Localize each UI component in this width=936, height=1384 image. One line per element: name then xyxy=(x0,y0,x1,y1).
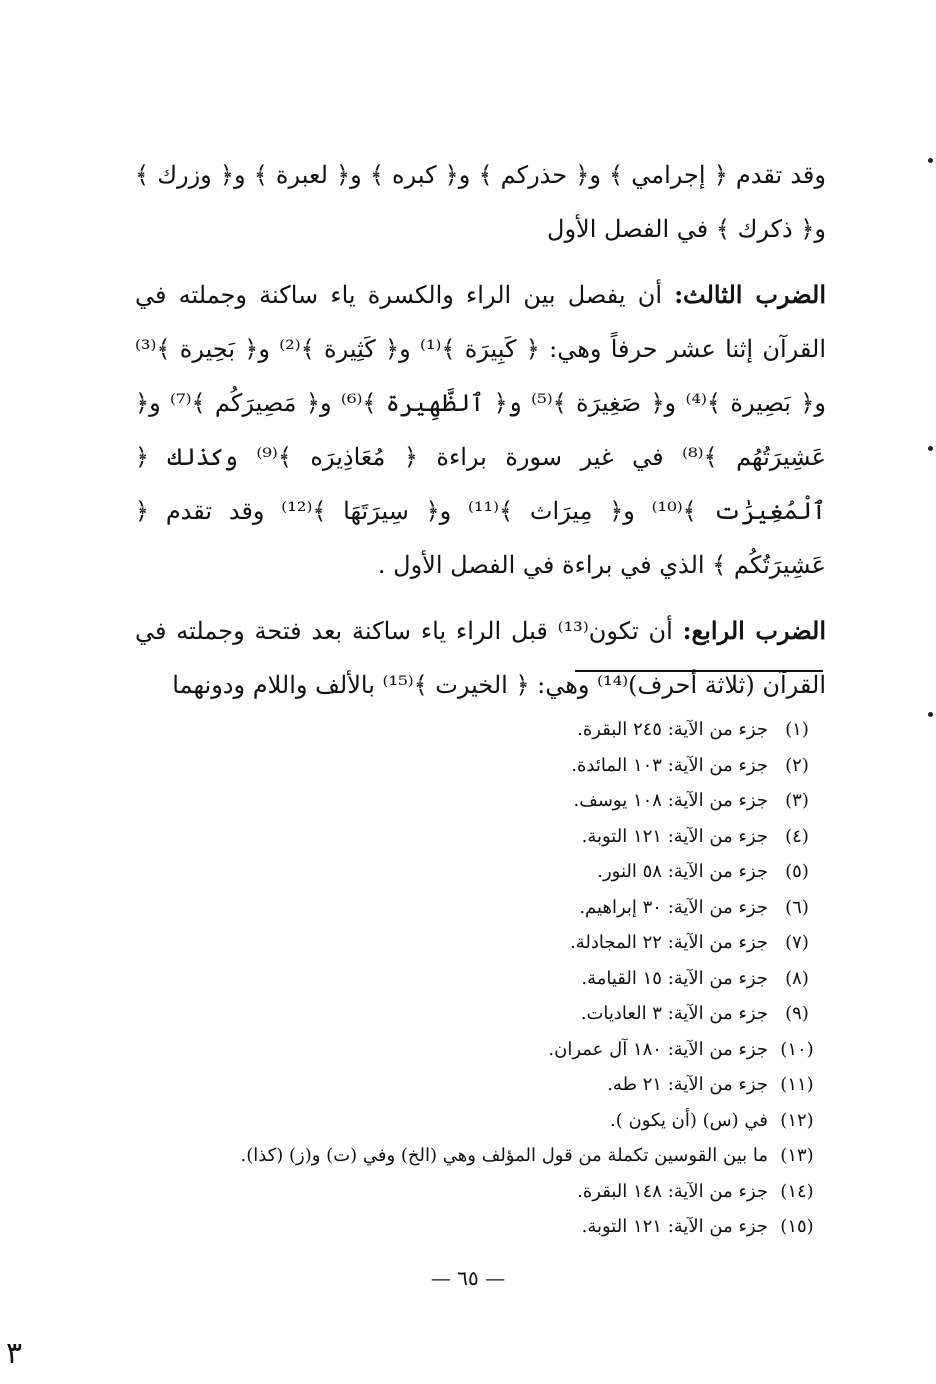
footnote-item xyxy=(140,748,818,784)
footnote-item xyxy=(140,854,818,890)
paragraph-fourth-type xyxy=(135,604,826,712)
paragraph-body: أن تكون⁽¹³⁾ قبل الراء ياء ساكنة بعد فتحة وجملته في القرآن (ثلاثة أحرف)⁽¹⁴⁾ وهي: ﴿ الخيرت ﴾⁽¹⁵⁾ بالألف واللام ودونهما xyxy=(135,617,826,699)
footnote-text: جزء من الآية: ٢٤٥ البقرة. xyxy=(577,719,768,740)
footnotes-list xyxy=(140,712,818,1245)
footnote-text: ما بين القوسين تكملة من قول المؤلف وهي (الخ) وفي (ت) و(ز) (كذا). xyxy=(240,1145,768,1166)
footnote-item xyxy=(140,1174,818,1210)
paragraph-previous-mentions xyxy=(135,148,826,256)
footnote-item xyxy=(140,1138,818,1174)
footnote-item xyxy=(140,783,818,819)
footnote-item xyxy=(140,1103,818,1139)
footnote-item xyxy=(140,1209,818,1245)
footnote-text: جزء من الآية: ٢٢ المجادلة. xyxy=(570,932,768,953)
footnote-text: جزء من الآية: ١٨٠ آل عمران. xyxy=(548,1038,768,1060)
footnote-number: (٨) xyxy=(785,967,809,989)
footnote-text: جزء من الآية: ١٤٨ البقرة. xyxy=(577,1180,768,1202)
footnote-number: (١١) xyxy=(780,1074,814,1095)
footnote-text: جزء من الآية: ٢١ طه. xyxy=(607,1074,768,1095)
footnote-number: (٣) xyxy=(785,790,809,811)
footnote-item xyxy=(140,819,818,855)
scan-edge-dot xyxy=(928,158,933,163)
page-number: — ٦٥ — xyxy=(430,1266,506,1290)
footnote-item xyxy=(140,996,818,1032)
footnote-item xyxy=(140,890,818,926)
main-text xyxy=(135,148,826,724)
footnote-text: جزء من الآية: ١٥ القيامة. xyxy=(581,967,768,989)
footnote-divider xyxy=(575,670,823,672)
corner-handwritten-mark: ٣ xyxy=(6,1336,23,1371)
footnote-number: (٩) xyxy=(785,1003,809,1024)
footnote-text: جزء من الآية: ١٠٨ يوسف. xyxy=(573,790,768,811)
paragraph-third-type xyxy=(135,268,826,592)
paragraph-heading: الضرب الثالث: xyxy=(674,280,826,309)
footnote-text: جزء من الآية: ١٢١ التوبة. xyxy=(581,825,768,847)
footnote-number: (١) xyxy=(785,719,809,740)
footnote-item xyxy=(140,961,818,997)
footnote-number: (٦) xyxy=(785,896,809,918)
footnote-text: جزء من الآية: ٣٠ إبراهيم. xyxy=(579,896,768,918)
footnote-item xyxy=(140,1032,818,1068)
footnote-item xyxy=(140,1067,818,1103)
footnote-number: (١٣) xyxy=(780,1145,814,1166)
footnote-text: جزء من الآية: ٥٨ النور. xyxy=(597,861,768,882)
footnote-number: (١٢) xyxy=(780,1109,814,1131)
footnote-number: (١٥) xyxy=(780,1216,814,1237)
footnote-text: في (س) (أن يكون ). xyxy=(610,1109,768,1131)
scan-edge-dot xyxy=(928,712,933,717)
scan-edge-dot xyxy=(928,446,933,451)
footnote-number: (٤) xyxy=(785,825,809,847)
footnote-number: (٢) xyxy=(785,754,809,776)
footnote-item xyxy=(140,925,818,961)
footnote-number: (٥) xyxy=(785,861,809,882)
paragraph-heading: الضرب الرابع: xyxy=(682,616,826,645)
footnote-number: (١٠) xyxy=(780,1038,814,1060)
paragraph-body: أن يفصل بين الراء والكسرة ياء ساكنة وجملته في القرآن إثنا عشر حرفاً وهي: ﴿ كَبِيرَة ﴾⁽¹⁾ و﴿ كَثِيرة ﴾⁽²⁾ و﴿ بَحِيرة ﴾⁽³⁾ و﴿ بَصِيرة ﴾⁽⁴⁾ و﴿ صَغِيرَة ﴾⁽⁵⁾ و﴿ ٱلظَّهِيرة ﴾⁽⁶⁾ و﴿ مَصِيرَكُم ﴾⁽⁷⁾ و﴿ عَشِيرَتُهُم ﴾⁽⁸⁾ في غير سورة براءة ﴿ مُعَاذِيرَه ﴾⁽⁹⁾ وكذلك ﴿ ٱلْمُغِيرَٰت ﴾⁽¹⁰⁾ و﴿ مِيرَاث ﴾⁽¹¹⁾ و﴿ سِيرَتَهَا ﴾⁽¹²⁾ وقد تقدم ﴿ عَشِيرَتُكُم ﴾ الذي في براءة في الفصل الأول . xyxy=(135,281,827,579)
paragraph-body: وقد تقدم ﴿ إجرامي ﴾ و﴿ حذركم ﴾ و﴿ كبره ﴾ و﴿ لعبرة ﴾ و﴿ وزرك ﴾ و﴿ ذكرك ﴾ في الفصل الأول xyxy=(135,161,826,243)
footnote-text: جزء من الآية: ٣ العاديات. xyxy=(580,1003,768,1024)
footnote-number: (٧) xyxy=(785,932,809,953)
footnote-text: جزء من الآية: ١٢١ التوبة. xyxy=(581,1216,768,1237)
footnote-number: (١٤) xyxy=(780,1180,814,1202)
footnote-item xyxy=(140,712,818,748)
footnote-text: جزء من الآية: ١٠٣ المائدة. xyxy=(571,754,768,776)
